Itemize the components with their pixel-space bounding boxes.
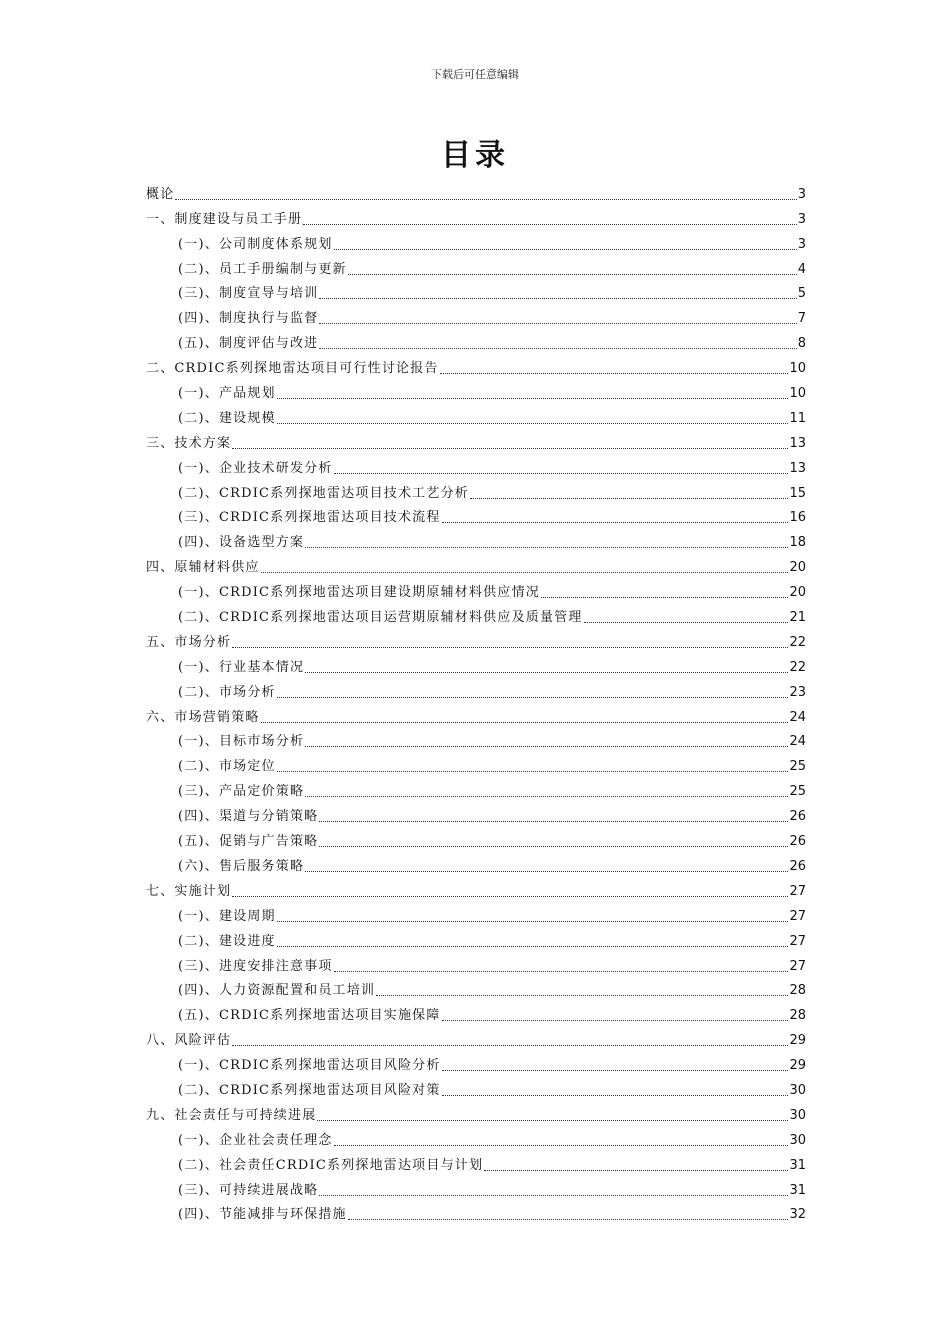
toc-entry-page-number: 26 (789, 858, 806, 874)
toc-entry-page-number: 24 (789, 709, 806, 725)
toc-entry-title: (二)、社会责任CRDIC系列探地雷达项目与计划 (178, 1157, 484, 1173)
toc-entry[interactable] (146, 1049, 806, 1074)
toc-entry-title: 五、市场分析 (146, 634, 232, 650)
toc-entry[interactable] (146, 999, 806, 1024)
toc-entry[interactable] (146, 178, 806, 203)
toc-entry-page-number: 32 (789, 1207, 806, 1223)
toc-leader-dots (305, 745, 788, 747)
toc-entry-title: (二)、建设规模 (178, 410, 276, 426)
toc-entry[interactable] (146, 1199, 806, 1224)
toc-entry-page-number: 18 (789, 535, 806, 551)
toc-leader-dots (277, 945, 789, 947)
toc-entry-page-number: 27 (789, 908, 806, 924)
toc-leader-dots (317, 1119, 788, 1121)
toc-entry-page-number: 29 (789, 1033, 806, 1049)
toc-entry-title: (四)、制度执行与监督 (178, 311, 319, 327)
toc-leader-dots (277, 920, 789, 922)
toc-entry-page-number: 30 (789, 1082, 806, 1098)
toc-entry-title: (三)、制度宣导与培训 (178, 286, 319, 302)
toc-entry-page-number: 8 (797, 336, 806, 352)
toc-entry[interactable] (146, 825, 806, 850)
toc-entry-page-number: 10 (789, 361, 806, 377)
toc-entry-title: (五)、CRDIC系列探地雷达项目实施保障 (178, 1008, 441, 1024)
toc-entry[interactable] (146, 352, 806, 377)
toc-entry[interactable] (146, 975, 806, 1000)
toc-entry[interactable] (146, 327, 806, 352)
toc-entry-page-number: 27 (789, 883, 806, 899)
toc-entry[interactable] (146, 775, 806, 800)
toc-entry-title: (一)、CRDIC系列探地雷达项目建设期原辅材料供应情况 (178, 585, 540, 601)
toc-entry[interactable] (146, 1024, 806, 1049)
toc-entry[interactable] (146, 427, 806, 452)
toc-leader-dots (334, 248, 797, 250)
toc-entry[interactable] (146, 626, 806, 651)
toc-entry-page-number: 13 (789, 460, 806, 476)
toc-entry[interactable] (146, 203, 806, 228)
toc-entry-page-number: 5 (797, 286, 806, 302)
toc-leader-dots (277, 422, 789, 424)
toc-entry-title: (一)、企业技术研发分析 (178, 460, 333, 476)
toc-leader-dots (440, 372, 789, 374)
toc-entry-title: (四)、节能减排与环保措施 (178, 1207, 347, 1223)
page-header: 下载后可任意编辑 (431, 68, 519, 81)
toc-entry-title: 概论 (146, 186, 175, 202)
toc-entry-page-number: 16 (789, 510, 806, 526)
toc-entry[interactable] (146, 726, 806, 751)
toc-leader-dots (305, 795, 788, 797)
toc-entry-title: 七、实施计划 (146, 883, 232, 899)
toc-entry-title: 六、市场营销策略 (146, 709, 260, 725)
toc-entry[interactable] (146, 925, 806, 950)
toc-entry[interactable] (146, 402, 806, 427)
toc-entry-title: 四、原辅材料供应 (146, 560, 260, 576)
toc-leader-dots (334, 970, 789, 972)
toc-entry[interactable] (146, 676, 806, 701)
toc-entry-title: 三、技术方案 (146, 435, 232, 451)
toc-entry[interactable] (146, 950, 806, 975)
toc-entry-page-number: 23 (789, 684, 806, 700)
toc-entry[interactable] (146, 477, 806, 502)
toc-entry[interactable] (146, 651, 806, 676)
toc-entry-page-number: 3 (797, 236, 806, 252)
toc-entry-page-number: 20 (789, 560, 806, 576)
toc-entry-page-number: 25 (789, 759, 806, 775)
toc-entry-title: (一)、建设周期 (178, 908, 276, 924)
toc-entry-title: (二)、CRDIC系列探地雷达项目风险对策 (178, 1082, 441, 1098)
toc-entry-page-number: 24 (789, 734, 806, 750)
toc-entry-title: (一)、CRDIC系列探地雷达项目风险分析 (178, 1058, 441, 1074)
toc-entry[interactable] (146, 253, 806, 278)
toc-entry[interactable] (146, 1074, 806, 1099)
toc-entry[interactable] (146, 875, 806, 900)
toc-leader-dots (305, 870, 788, 872)
toc-entry[interactable] (146, 1174, 806, 1199)
toc-entry-page-number: 31 (789, 1157, 806, 1173)
toc-leader-dots (305, 546, 788, 548)
toc-leader-dots (277, 397, 789, 399)
toc-entry-page-number: 29 (789, 1058, 806, 1074)
toc-entry[interactable] (146, 278, 806, 303)
toc-leader-dots (348, 273, 797, 275)
toc-entry-title: (二)、CRDIC系列探地雷达项目运营期原辅材料供应及质量管理 (178, 610, 583, 626)
toc-entry-title: (四)、渠道与分销策略 (178, 809, 319, 825)
toc-leader-dots (319, 322, 796, 324)
toc-leader-dots (232, 646, 788, 648)
toc-entry-title: (一)、企业社会责任理念 (178, 1132, 333, 1148)
toc-entry-page-number: 30 (789, 1132, 806, 1148)
toc-entry[interactable] (146, 900, 806, 925)
toc-entry-title: (二)、员工手册编制与更新 (178, 261, 347, 277)
toc-leader-dots (334, 1144, 789, 1146)
toc-leader-dots (319, 845, 788, 847)
toc-leader-dots (319, 1194, 788, 1196)
toc-entry-page-number: 21 (789, 610, 806, 626)
toc-entry[interactable] (146, 1124, 806, 1149)
toc-leader-dots (376, 994, 788, 996)
toc-entry-page-number: 28 (789, 983, 806, 999)
toc-entry-title: (二)、市场定位 (178, 759, 276, 775)
toc-entry[interactable] (146, 1099, 806, 1124)
toc-entry-title: 一、制度建设与员工手册 (146, 211, 303, 227)
toc-entry-page-number: 10 (789, 386, 806, 402)
toc-leader-dots (442, 1019, 789, 1021)
toc-entry-page-number: 3 (797, 186, 806, 202)
toc-entry-page-number: 15 (789, 485, 806, 501)
toc-entry-page-number: 30 (789, 1107, 806, 1123)
toc-entry-page-number: 20 (789, 585, 806, 601)
toc-entry-title: (四)、设备选型方案 (178, 535, 305, 551)
toc-leader-dots (584, 621, 789, 623)
toc-leader-dots (319, 297, 796, 299)
toc-entry[interactable] (146, 800, 806, 825)
toc-entry[interactable] (146, 228, 806, 253)
toc-entry-title: (四)、人力资源配置和员工培训 (178, 983, 376, 999)
toc-leader-dots (442, 1069, 789, 1071)
toc-entry[interactable] (146, 701, 806, 726)
toc-entry-title: (二)、CRDIC系列探地雷达项目技术工艺分析 (178, 485, 469, 501)
toc-leader-dots (303, 223, 797, 225)
toc-leader-dots (442, 521, 789, 523)
toc-entry-title: (三)、产品定价策略 (178, 784, 305, 800)
toc-entry-page-number: 11 (789, 410, 806, 426)
toc-entry-title: (一)、行业基本情况 (178, 659, 305, 675)
toc-entry[interactable] (146, 377, 806, 402)
toc-leader-dots (232, 895, 788, 897)
toc-leader-dots (175, 198, 796, 200)
toc-entry-title: 九、社会责任与可持续进展 (146, 1107, 317, 1123)
toc-entry-title: (五)、制度评估与改进 (178, 336, 319, 352)
toc-entry[interactable] (146, 302, 806, 327)
toc-entry[interactable] (146, 850, 806, 875)
toc-leader-dots (319, 820, 788, 822)
toc-entry-title: 八、风险评估 (146, 1033, 232, 1049)
toc-entry[interactable] (146, 551, 806, 576)
toc-entry-title: (五)、促销与广告策略 (178, 834, 319, 850)
toc-entry-page-number: 27 (789, 958, 806, 974)
toc-entry-title: (三)、可持续进展战略 (178, 1182, 319, 1198)
toc-leader-dots (305, 671, 788, 673)
toc-entry[interactable] (146, 601, 806, 626)
toc-entry-title: (二)、市场分析 (178, 684, 276, 700)
toc-entry-page-number: 22 (789, 634, 806, 650)
table-of-contents (146, 178, 806, 1223)
toc-leader-dots (319, 347, 796, 349)
toc-entry-title: (六)、售后服务策略 (178, 858, 305, 874)
toc-leader-dots (334, 472, 789, 474)
toc-entry-title: (一)、公司制度体系规划 (178, 236, 333, 252)
toc-entry-title: (三)、CRDIC系列探地雷达项目技术流程 (178, 510, 441, 526)
toc-entry[interactable] (146, 452, 806, 477)
toc-leader-dots (261, 571, 789, 573)
toc-entry[interactable] (146, 502, 806, 527)
toc-entry[interactable] (146, 750, 806, 775)
toc-entry[interactable] (146, 1149, 806, 1174)
toc-entry-page-number: 28 (789, 1008, 806, 1024)
page-title: 目录 (441, 138, 509, 173)
toc-entry-page-number: 26 (789, 809, 806, 825)
toc-leader-dots (232, 447, 788, 449)
toc-entry-page-number: 26 (789, 834, 806, 850)
toc-entry-title: 二、CRDIC系列探地雷达项目可行性讨论报告 (146, 361, 439, 377)
toc-leader-dots (484, 1169, 788, 1171)
toc-leader-dots (348, 1218, 789, 1220)
toc-entry-title: (二)、建设进度 (178, 933, 276, 949)
toc-leader-dots (277, 770, 789, 772)
toc-leader-dots (470, 497, 788, 499)
toc-entry[interactable] (146, 576, 806, 601)
toc-leader-dots (277, 696, 789, 698)
toc-entry-title: (一)、产品规划 (178, 386, 276, 402)
toc-entry-page-number: 27 (789, 933, 806, 949)
toc-entry[interactable] (146, 526, 806, 551)
toc-entry-title: (一)、目标市场分析 (178, 734, 305, 750)
toc-entry-page-number: 22 (789, 659, 806, 675)
toc-entry-page-number: 13 (789, 435, 806, 451)
toc-leader-dots (541, 596, 788, 598)
toc-entry-page-number: 7 (797, 311, 806, 327)
toc-entry-title: (三)、进度安排注意事项 (178, 958, 333, 974)
toc-leader-dots (232, 1044, 788, 1046)
toc-entry-page-number: 3 (797, 211, 806, 227)
toc-entry-page-number: 31 (789, 1182, 806, 1198)
toc-leader-dots (442, 1094, 789, 1096)
toc-entry-page-number: 25 (789, 784, 806, 800)
toc-entry-page-number: 4 (797, 261, 806, 277)
toc-leader-dots (261, 721, 789, 723)
